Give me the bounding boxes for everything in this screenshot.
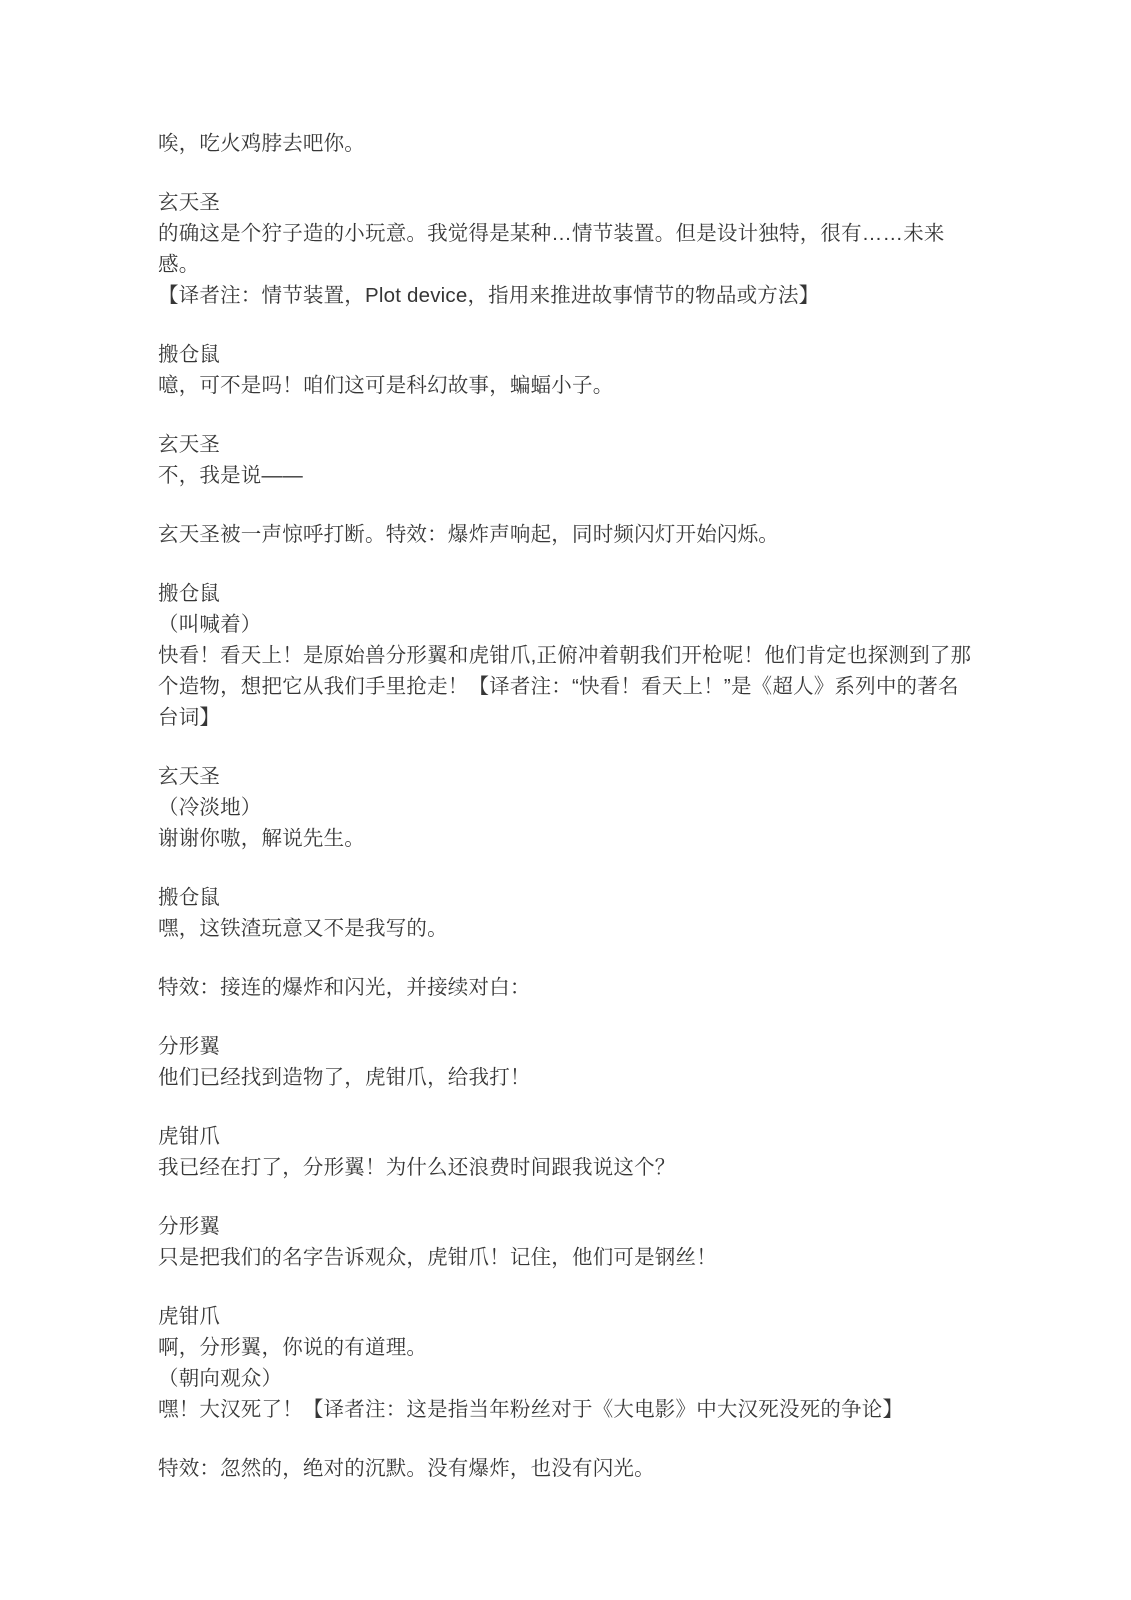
script-line: 的确这是个狞子造的小玩意。我觉得是某种…情节装置。但是设计独特，很有……未来感。 [158,222,945,276]
translator-note: 【译者注：情节装置，Plot device，指用来推进故事情节的物品或方法】 [158,284,820,307]
parenthetical-line: （朝向观众） [158,1367,283,1390]
dialogue-paragraph [158,1211,975,1273]
script-line: 嘿，这铁渣玩意又不是我写的。 [158,917,448,940]
dialogue-paragraph [158,1031,975,1093]
dialogue-paragraph [158,187,975,311]
dialogue-paragraph [158,429,975,491]
script-line: 噫，可不是吗！咱们这可是科幻故事，蝙蝠小子。 [158,374,614,397]
character-name: 搬仓鼠 [158,582,221,605]
script-line: 快看！看天上！是原始兽分形翼和虎钳爪,正俯冲着朝我们开枪呢！他们肯定也探测到了那个造物，想把它从我们手里抢走！【译者注：“快看！看天上！”是《超人》系列中的著名台词】 [158,644,972,729]
dialogue-paragraph [158,882,975,944]
parenthetical-line: （冷淡地） [158,796,262,819]
dialogue-paragraph [158,128,975,159]
parenthetical-line: （叫喊着） [158,613,262,636]
action-paragraph [158,519,975,550]
script-line: 谢谢你嗷，解说先生。 [158,827,365,850]
character-name: 虎钳爪 [158,1305,221,1328]
action-paragraph [158,972,975,1003]
script-line: 他们已经找到造物了，虎钳爪，给我打！ [158,1066,531,1089]
character-name: 搬仓鼠 [158,886,221,909]
script-line: 嘿！大汉死了！【译者注：这是指当年粉丝对于《大电影》中大汉死没死的争论】 [158,1398,904,1421]
dialogue-paragraph [158,339,975,401]
script-line: 我已经在打了，分形翼！为什么还浪费时间跟我说这个？ [158,1156,676,1179]
dialogue-paragraph [158,761,975,854]
character-name: 玄天圣 [158,433,221,456]
script-line: 啊，分形翼，你说的有道理。 [158,1336,428,1359]
character-name: 玄天圣 [158,191,221,214]
script-line: 特效：接连的爆炸和闪光，并接续对白： [158,976,531,999]
script-line: 玄天圣被一声惊呼打断。特效：爆炸声响起，同时频闪灯开始闪烁。 [158,523,779,546]
script-line: 特效：忽然的，绝对的沉默。没有爆炸，也没有闪光。 [158,1457,655,1480]
dialogue-paragraph [158,1301,975,1425]
character-name: 分形翼 [158,1215,221,1238]
character-name: 虎钳爪 [158,1125,221,1148]
dialogue-paragraph [158,1121,975,1183]
dialogue-paragraph [158,578,975,733]
character-name: 分形翼 [158,1035,221,1058]
script-body [158,128,975,1484]
script-line: 唉，吃火鸡脖去吧你。 [158,132,365,155]
script-line: 不，我是说—— [158,464,303,487]
script-line: 只是把我们的名字告诉观众，虎钳爪！记住，他们可是钢丝！ [158,1246,717,1269]
character-name: 玄天圣 [158,765,221,788]
character-name: 搬仓鼠 [158,343,221,366]
action-paragraph [158,1453,975,1484]
